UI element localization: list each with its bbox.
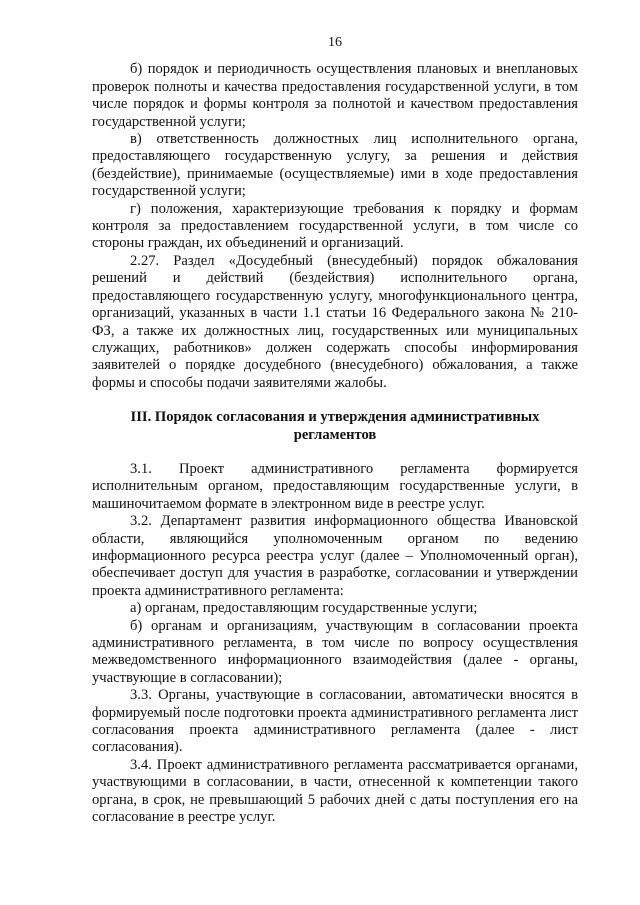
paragraph-2-27-appeal: 2.27. Раздел «Досудебный (внесудебный) порядок обжалования решений и действий (бездействия) исполнительного органа, предоставляющего государственную услугу, многофункционального центра, организаций, указанных в части 1.1 статьи 16 Федерального закона № 210-ФЗ, а также их должностных лиц, государственных или муниципальных служащих, работников» должен содержать способы информирования заявителей о порядке досудебного (внесудебного) обжалования, а также формы и способы подачи заявителями жалобы. bbox=[92, 252, 578, 391]
section-heading-line2: регламентов bbox=[293, 426, 377, 443]
paragraph-v-responsibility: в) ответственность должностных лиц исполнительного органа, предоставляющего государственную услугу, за решения и действия (бездействие), принимаемые (осуществляемые) ими в ходе предоставления государственной услуги; bbox=[92, 131, 578, 200]
paragraph-3-3: 3.3. Органы, участвующие в согласовании, автоматически вносятся в формируемый после подготовки проекта административного регламента лист согласования проекта административного регламента (далее - лист согласования). bbox=[92, 687, 578, 756]
section-heading-line1: III. Порядок согласования и утверждения административных bbox=[130, 409, 540, 426]
paragraph-g-provisions: г) положения, характеризующие требования к порядку и формам контроля за предоставлением государственной услуги, в том числе со стороны граждан, их объединений и организаций. bbox=[92, 200, 578, 252]
page-number: 16 bbox=[328, 35, 342, 50]
paragraph-b-inspections: б) порядок и периодичность осуществления плановых и внеплановых проверок полноты и качества предоставления государственной услуги, в том числе порядок и формы контроля за полнотой и качеством предоставления государственной услуги; bbox=[92, 61, 578, 130]
paragraph-3-2: 3.2. Департамент развития информационного общества Ивановской области, являющийся уполномоченным органом по ведению информационного ресурса реестра услуг (далее – Уполномоченный орган), обеспечивает доступ для участия в разработке, согласовании и утверждении проекта административного регламента: bbox=[92, 513, 578, 599]
section-heading bbox=[92, 409, 578, 444]
paragraph-3-4: 3.4. Проект административного регламента рассматривается органами, участвующими в согласовании, в части, отнесенной к компетенции такого органа, в срок, не превышающий 5 рабочих дней с даты поступления его на согласование в реестре услуг. bbox=[92, 756, 578, 826]
paragraph-b-organizations: б) органам и организациям, участвующим в согласовании проекта административного регламента, в том числе по вопросу осуществления межведомственного информационного взаимодействия (далее - органы, участвующие в согласовании); bbox=[92, 617, 578, 686]
paragraph-3-1: 3.1. Проект административного регламента формируется исполнительным органом, предоставляющим государственные услуги, в машиночитаемом формате в электронном виде в реестре услуг. bbox=[92, 460, 578, 512]
paragraph-a-organs: а) органам, предоставляющим государственные услуги; bbox=[130, 600, 478, 617]
spacer bbox=[92, 392, 578, 409]
